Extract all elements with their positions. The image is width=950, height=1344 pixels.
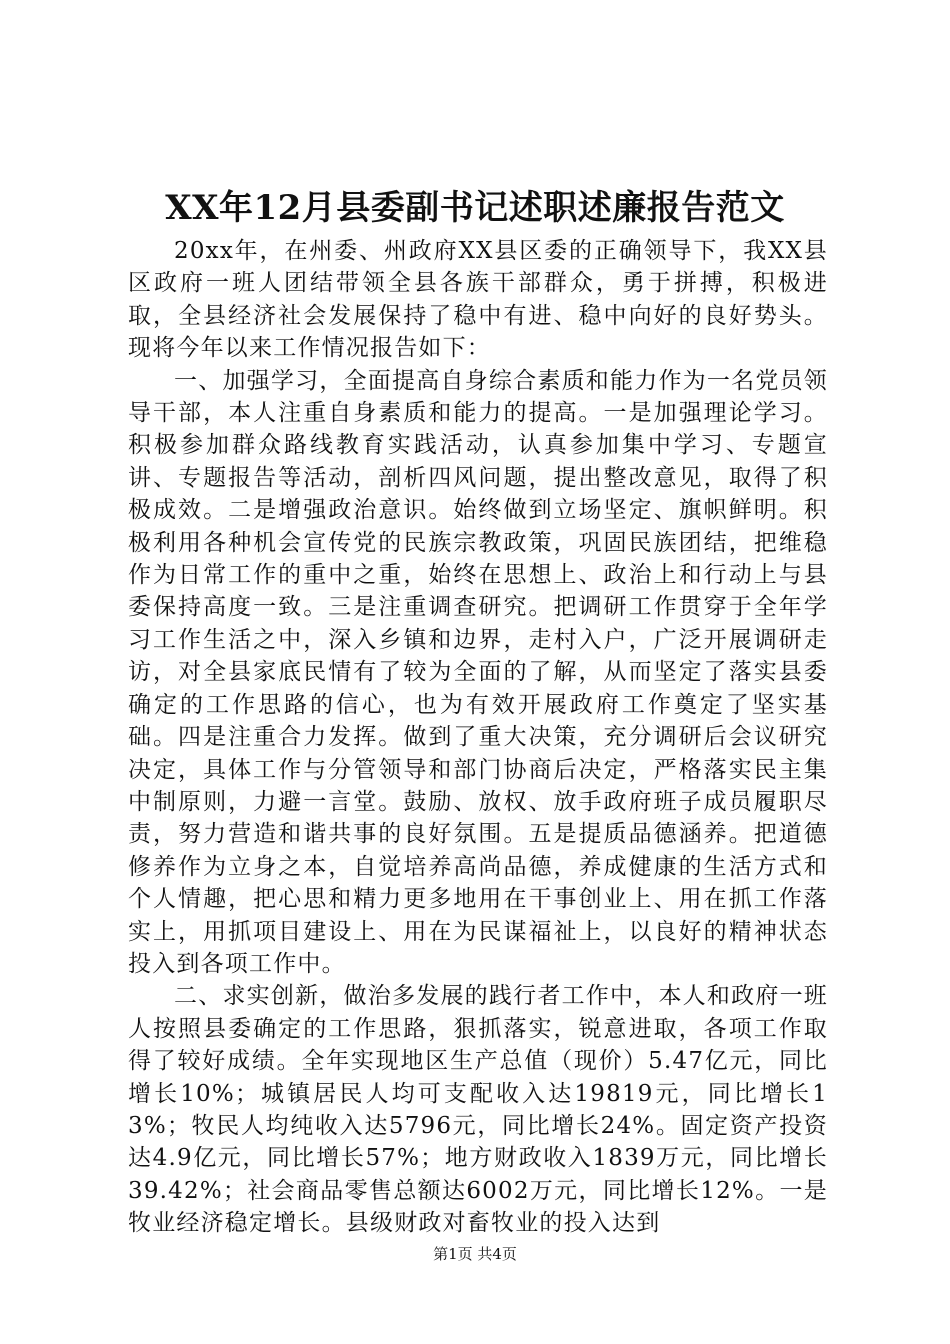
paragraph-section-2: 二、求实创新，做治多发展的践行者工作中，本人和政府一班人按照县委确定的工作思路，狠抓落实，锐意进取，各项工作取得了较好成绩。全年实现地区生产总值（现价）5.47亿元，同比增长10%；城镇居民人均可支配收入达19819元，同比增长13%；牧民人均纯收入达5796元，同比增长24%。固定资产投资达4.9亿元，同比增长57%；地方财政收入1839万元，同比增长39.42%；社会商品零售总额达6002万元，同比增长12%。一是牧业经济稳定增长。县级财政对畜牧业的投入达到 [128,983,828,1237]
document-title: XX年12月县委副书记述职述廉报告范文 [165,188,785,228]
paragraph-intro: 20xx年，在州委、州政府XX县区委的正确领导下，我XX县区政府一班人团结带领全县各族干部群众，勇于拼搏，积极进取，全县经济社会发展保持了稳中有进、稳中向好的良好势头。现将今年以来工作情况报告如下： [128,238,828,362]
page-footer: 第1页 共4页 [433,1245,517,1263]
document-body [128,235,828,1240]
paragraph-section-1: 一、加强学习，全面提高自身综合素质和能力作为一名党员领导干部，本人注重自身素质和能力的提高。一是加强理论学习。积极参加群众路线教育实践活动，认真参加集中学习、专题宣讲、专题报告等活动，剖析四风问题，提出整改意见，取得了积极成效。二是增强政治意识。始终做到立场坚定、旗帜鲜明。积极利用各种机会宣传党的民族宗教政策，巩固民族团结，把维稳作为日常工作的重中之重，始终在思想上、政治上和行动上与县委保持高度一致。三是注重调查研究。把调研工作贯穿于全年学习工作生活之中，深入乡镇和边界，走村入户，广泛开展调研走访，对全县家底民情有了较为全面的了解，从而坚定了落实县委确定的工作思路的信心，也为有效开展政府工作奠定了坚实基础。四是注重合力发挥。做到了重大决策，充分调研后会议研究决定，具体工作与分管领导和部门协商后决定，严格落实民主集中制原则，力避一言堂。鼓励、放权、放手政府班子成员履职尽责，努力营造和谐共事的良好氛围。五是提质品德涵养。把道德修养作为立身之本，自觉培养高尚品德，养成健康的生活方式和个人情趣，把心思和精力更多地用在干事创业上、用在抓工作落实上，用抓项目建设上、用在为民谋福祉上，以良好的精神状态投入到各项工作中。 [128,367,828,977]
